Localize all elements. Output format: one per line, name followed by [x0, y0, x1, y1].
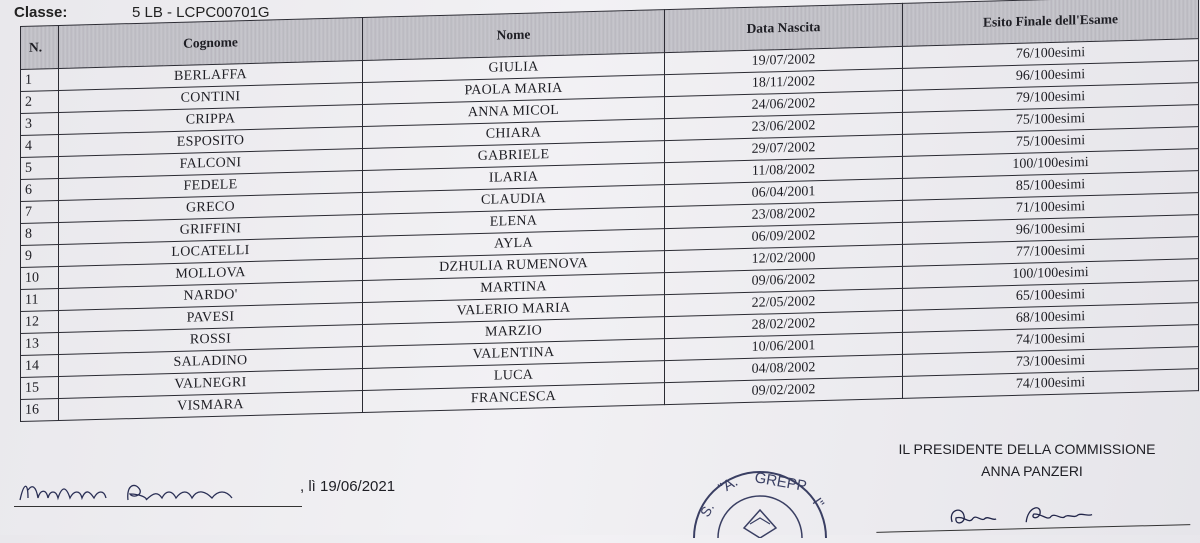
row-number: 2: [21, 90, 59, 113]
row-cognome: MOLLOVA: [59, 259, 363, 289]
row-esito: 79/100esimi: [903, 83, 1199, 113]
col-header-esito: Esito Finale dell'Esame: [903, 0, 1199, 46]
row-nome: DZHULIA RUMENOVA: [363, 251, 665, 281]
row-nome: VALERIO MARIA: [363, 295, 665, 325]
row-esito: 68/100esimi: [903, 303, 1199, 333]
stamp-image: [690, 458, 840, 538]
row-number: 10: [21, 266, 59, 289]
row-cognome: GRECO: [59, 193, 363, 223]
row-number: 14: [21, 354, 59, 377]
row-cognome: CONTINI: [59, 83, 363, 113]
row-nome: CLAUDIA: [363, 185, 665, 215]
row-number: 6: [21, 178, 59, 201]
president-block: [898, 438, 1162, 482]
row-cognome: GRIFFINI: [59, 215, 363, 245]
row-data-nascita: 10/06/2001: [665, 332, 903, 360]
class-value: 5 LB - LCPC00701G: [132, 4, 270, 21]
row-cognome: FEDELE: [59, 171, 363, 201]
row-cognome: PAVESI: [59, 303, 363, 333]
row-data-nascita: 19/07/2002: [665, 46, 903, 74]
row-data-nascita: 11/08/2002: [665, 156, 903, 184]
row-esito: 65/100esimi: [903, 281, 1199, 311]
row-cognome: ESPOSITO: [59, 127, 363, 157]
row-cognome: SALADINO: [59, 347, 363, 377]
president-title: IL PRESIDENTE DELLA COMMISSIONE: [898, 441, 1156, 457]
row-cognome: LOCATELLI: [59, 237, 363, 267]
row-nome: MARTINA: [363, 273, 665, 303]
school-stamp: [690, 458, 840, 543]
row-esito: 74/100esimi: [903, 369, 1199, 399]
president-signature-line: [876, 496, 1191, 533]
row-nome: GABRIELE: [363, 141, 665, 171]
svg-text:GREPP: GREPP: [753, 469, 808, 496]
col-header-data-nascita: Data Nascita: [665, 3, 903, 52]
row-nome: GIULIA: [363, 53, 665, 83]
row-cognome: VALNEGRI: [59, 369, 363, 399]
row-number: 12: [21, 310, 59, 333]
place-signature-line: [14, 476, 302, 507]
row-esito: 75/100esimi: [903, 127, 1199, 157]
svg-text:I": I": [809, 494, 828, 511]
row-data-nascita: 06/09/2002: [665, 222, 903, 250]
row-nome: LUCA: [363, 361, 665, 391]
row-nome: FRANCESCA: [363, 383, 665, 413]
svg-text:"A.: "A.: [715, 472, 741, 498]
row-cognome: BERLAFFA: [59, 61, 363, 91]
row-nome: CHIARA: [363, 119, 665, 149]
president-signature-image: [946, 498, 1107, 530]
row-esito: 77/100esimi: [903, 237, 1199, 267]
row-esito: 76/100esimi: [903, 39, 1199, 69]
row-esito: 100/100esimi: [903, 149, 1199, 179]
row-data-nascita: 06/04/2001: [665, 178, 903, 206]
row-data-nascita: 04/08/2002: [665, 354, 903, 382]
row-number: 8: [21, 222, 59, 245]
row-number: 7: [21, 200, 59, 223]
row-number: 3: [21, 112, 59, 135]
row-number: 5: [21, 156, 59, 179]
row-nome: PAOLA MARIA: [363, 75, 665, 105]
row-cognome: VISMARA: [59, 391, 363, 421]
class-label: Classe:: [14, 4, 68, 21]
class-info: [14, 4, 270, 21]
row-nome: ILARIA: [363, 163, 665, 193]
row-number: 13: [21, 332, 59, 355]
row-nome: ANNA MICOL: [363, 97, 665, 127]
row-number: 15: [21, 376, 59, 399]
row-number: 1: [21, 68, 59, 91]
row-esito: 73/100esimi: [903, 347, 1199, 377]
row-data-nascita: 09/06/2002: [665, 266, 903, 294]
row-esito: 74/100esimi: [903, 325, 1199, 355]
row-data-nascita: 12/02/2000: [665, 244, 903, 272]
col-header-cognome: Cognome: [59, 18, 363, 69]
row-data-nascita: 18/11/2002: [665, 68, 903, 96]
row-esito: 96/100esimi: [903, 215, 1199, 245]
president-name: ANNA PANZERI: [981, 463, 1083, 479]
row-number: 9: [21, 244, 59, 267]
row-nome: MARZIO: [363, 317, 665, 347]
place-signature-image: [16, 476, 256, 506]
row-number: 16: [21, 398, 59, 421]
results-sheet: [20, 0, 1198, 466]
row-cognome: NARDO': [59, 281, 363, 311]
row-cognome: FALCONI: [59, 149, 363, 179]
row-data-nascita: 24/06/2002: [665, 90, 903, 118]
row-data-nascita: 09/02/2002: [665, 376, 903, 404]
row-data-nascita: 29/07/2002: [665, 134, 903, 162]
table-body: [21, 39, 1199, 422]
date-line: , lì 19/06/2021: [300, 478, 396, 495]
row-nome: AYLA: [363, 229, 665, 259]
col-header-nome: Nome: [363, 10, 665, 61]
svg-text:S.: S.: [696, 500, 718, 520]
row-esito: 85/100esimi: [903, 171, 1199, 201]
row-nome: ELENA: [363, 207, 665, 237]
row-data-nascita: 23/06/2002: [665, 112, 903, 140]
row-nome: VALENTINA: [363, 339, 665, 369]
row-cognome: ROSSI: [59, 325, 363, 355]
row-cognome: CRIPPA: [59, 105, 363, 135]
row-number: 4: [21, 134, 59, 157]
row-esito: 71/100esimi: [903, 193, 1199, 223]
row-esito: 75/100esimi: [903, 105, 1199, 135]
row-data-nascita: 22/05/2002: [665, 288, 903, 316]
col-header-n: N.: [21, 25, 59, 69]
row-data-nascita: 28/02/2002: [665, 310, 903, 338]
row-data-nascita: 23/08/2002: [665, 200, 903, 228]
row-esito: 96/100esimi: [903, 61, 1199, 91]
results-table: [20, 0, 1199, 422]
row-esito: 100/100esimi: [903, 259, 1199, 289]
row-number: 11: [21, 288, 59, 311]
